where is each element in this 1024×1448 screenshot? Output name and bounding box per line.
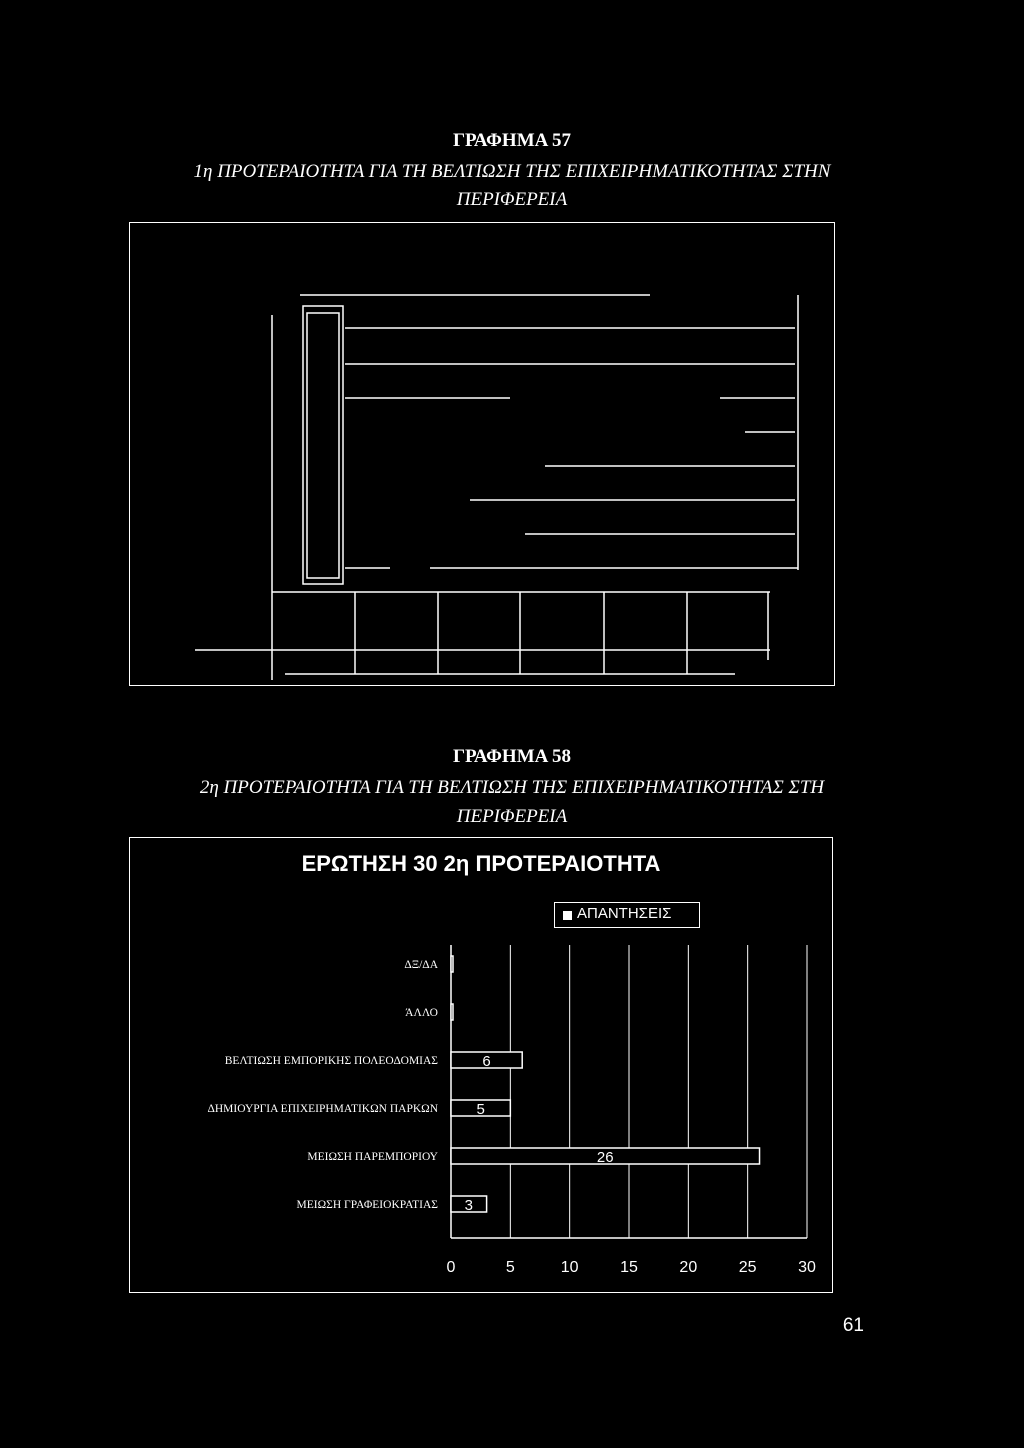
bar: [451, 956, 453, 972]
category-label: ΆΛΛΟ: [405, 1007, 438, 1019]
bar: [451, 1004, 453, 1020]
x-tick-label: 5: [505, 1259, 515, 1276]
page-number: 61: [842, 1315, 864, 1336]
data-label: 6: [482, 1053, 491, 1070]
category-label: ΜΕΙΩΣΗ ΓΡΑΦΕΙΟΚΡΑΤΙΑΣ: [296, 1199, 438, 1211]
data-label: 5: [476, 1101, 485, 1118]
x-tick-label: 30: [798, 1259, 816, 1276]
chart58-subtitle-line1: 2η ΠΡΟΤΕΡΑΙΟΤΗΤΑ ΓΙΑ ΤΗ ΒΕΛΤΙΩΣΗ ΤΗΣ ΕΠΙΧΕΙΡΗΜΑΤΙΚΟΤΗΤΑΣ ΣΤΗ: [199, 777, 825, 798]
chart-title: ΕΡΩΤΗΣΗ 30 2η ΠΡΟΤΕΡΑΙΟΤΗΤΑ: [301, 851, 661, 876]
chart58-header: ΓΡΑΦΗΜΑ 58: [452, 746, 572, 767]
chart57-subtitle-line2: ΠΕΡΙΦΕΡΕΙΑ: [456, 189, 568, 210]
category-label: ΔΞ/ΔΑ: [404, 959, 438, 971]
data-label: 26: [596, 1149, 614, 1166]
chart57-subtitle-line1: 1η ΠΡΟΤΕΡΑΙΟΤΗΤΑ ΓΙΑ ΤΗ ΒΕΛΤΙΩΣΗ ΤΗΣ ΕΠΙΧΕΙΡΗΜΑΤΙΚΟΤΗΤΑΣ ΣΤΗΝ: [193, 161, 831, 182]
data-label: 3: [464, 1197, 473, 1214]
x-tick-label: 10: [560, 1259, 579, 1276]
category-label: ΒΕΛΤΙΩΣΗ ΕΜΠΟΡΙΚΗΣ ΠΟΛΕΟΔΟΜΙΑΣ: [224, 1055, 438, 1067]
category-label: ΜΕΙΩΣΗ ΠΑΡΕΜΠΟΡΙΟΥ: [307, 1151, 438, 1163]
chart57-header: ΓΡΑΦΗΜΑ 57: [452, 130, 572, 151]
chart58-subtitle-line2: ΠΕΡΙΦΕΡΕΙΑ: [456, 806, 568, 827]
x-tick-label: 15: [620, 1259, 638, 1276]
x-tick-label: 25: [738, 1259, 757, 1276]
legend-label: ΑΠΑΝΤΗΣΕΙΣ: [577, 905, 672, 922]
category-label: ΔΗΜΙΟΥΡΓΙΑ ΕΠΙΧΕΙΡΗΜΑΤΙΚΩΝ ΠΑΡΚΩΝ: [207, 1103, 438, 1115]
x-tick-label: 20: [679, 1259, 698, 1276]
x-tick-label: 0: [446, 1259, 456, 1276]
